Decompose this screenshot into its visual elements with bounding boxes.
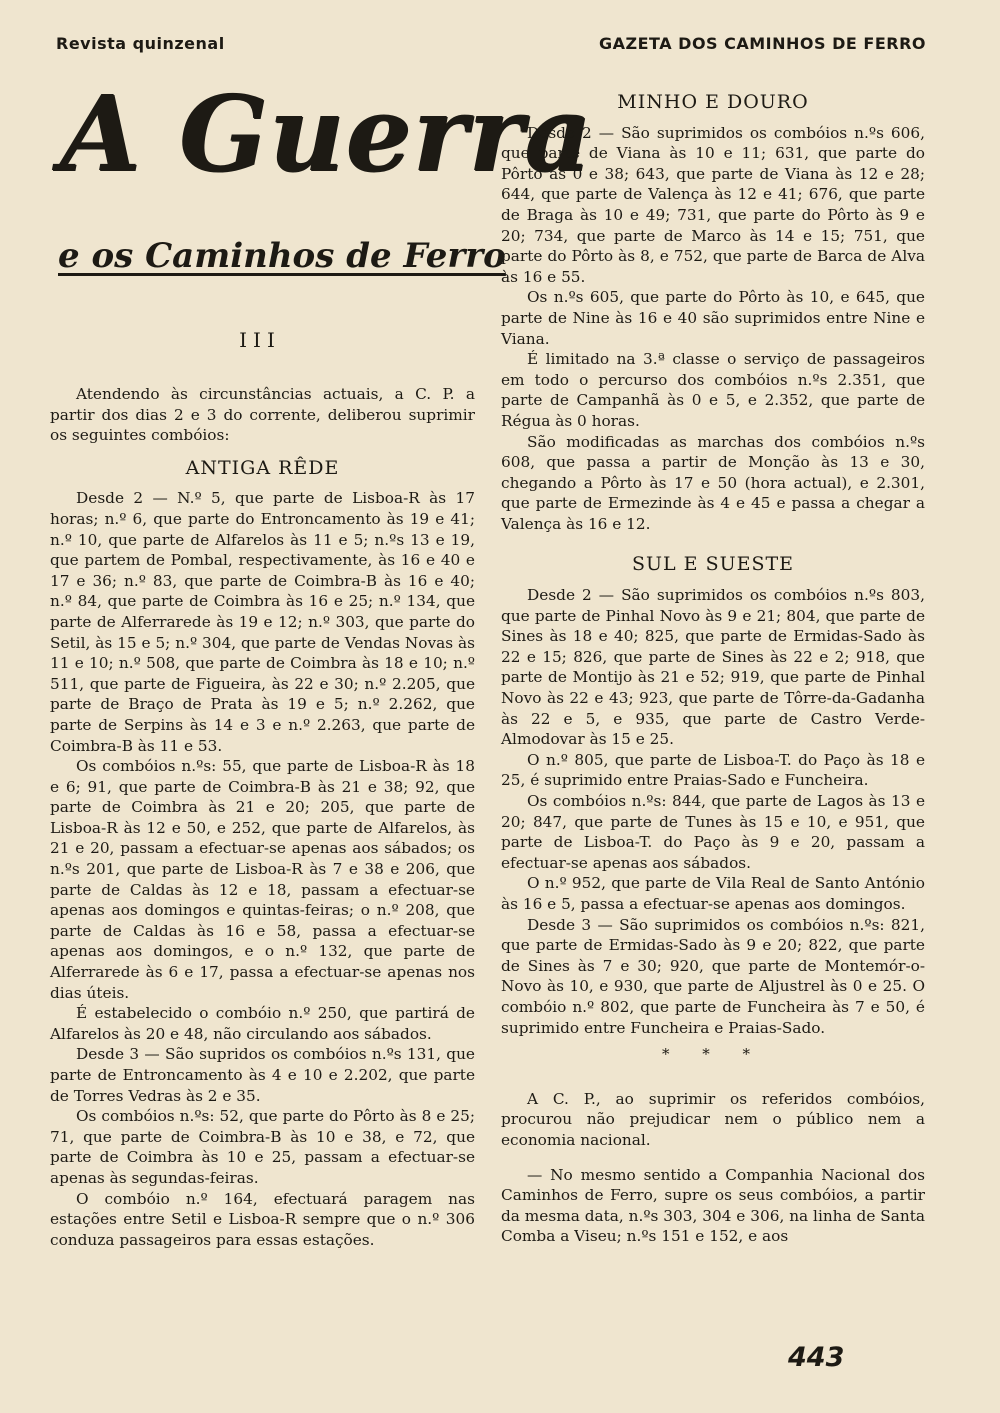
- body-paragraph: Desde 2 — São suprimidos os combóios n.ºs 803, que parte de Pinhal Novo às 9 e 21; 804, que parte de Sines às 18 e 40; 825, que parte de Ermidas-Sado às 22 e 15; 826, que parte de Sines às 22 e 2; 918, que parte de Montijo às 21 e 52; 919, que parte de Pinhal Novo às 22 e 43; 923, que parte de Tôrre-da-Gadanha às 22 e 5, e 935, que parte de Castro Verde-Almodovar às 15 e 25.: [501, 586, 925, 749]
- article-subtitle: e os Caminhos de Ferro: [58, 236, 506, 276]
- section-heading-minho-douro: MINHO E DOURO: [617, 91, 809, 113]
- body-paragraph: Os combóios n.ºs: 844, que parte de Lagos às 13 e 20; 847, que parte de Tunes às 15 e 10, e 951, que parte de Lisboa-T. do Paço às 9 e 20, passam a efectuar-se apenas aos sábados.: [501, 792, 925, 872]
- section-heading-sul-sueste: SUL E SUESTE: [631, 553, 795, 576]
- body-paragraph: É limitado na 3.ª classe o serviço de passageiros em todo o percurso dos combóios n.ºs 2.351, que parte de Campanhã às 0 e 5, e 2.352, que parte de Régua às 0 horas.: [501, 350, 925, 430]
- body-paragraph: Desde 2 — São suprimidos os combóios n.ºs 606, que parte de Viana às 10 e 11; 631, que parte do Pôrto às 0 e 38; 643, que parte de Viana às 12 e 28; 644, que parte de Valença às 12 e 41; 676, que parte de Braga às 10 e 49; 731, que parte do Pôrto às 9 e 20; 734, que parte de Marco às 14 e 15; 751, que parte do Pôrto às 8, e 752, que parte de Barca de Alva às 16 e 55.: [501, 123, 925, 286]
- body-paragraph: São modificadas as marchas dos combóios n.ºs 608, que passa a partir de Monção às 13 e 30, chegando a Pôrto às 17 e 50 (hora actual), e 2.301, que parte de Ermezinde às 4 e 45 e passa a chegar a Valença às 16 e 12.: [501, 432, 925, 533]
- closing-paragraph: A C. P., ao suprimir os referidos combóios, procurou não prejudicar nem o público nem a economia nacional.: [501, 1089, 925, 1149]
- body-paragraph: É estabelecido o combóio n.º 250, que partirá de Alfarelos às 20 e 48, não circulando aos sábados.: [50, 1004, 475, 1043]
- right-column: [501, 92, 925, 1247]
- paragraph-gap: [501, 1151, 925, 1165]
- closing-paragraph: — No mesmo sentido a Companhia Nacional dos Caminhos de Ferro, supre os seus combóios, a partir da mesma data, n.ºs 303, 304 e 306, na linha de Santa Comba a Viseu; n.ºs 151 e 152, e aos: [501, 1165, 925, 1246]
- running-header-right: GAZETA DOS CAMINHOS DE FERRO: [598, 34, 926, 53]
- section-separator: * * *: [661, 1045, 765, 1064]
- body-paragraph: O combóio n.º 164, efectuará paragem nas estações entre Setil e Lisboa-R sempre que o n.º 306 conduza passageiros para essas estações.: [50, 1189, 475, 1249]
- intro-paragraph: Atendendo às circunstâncias actuais, a C. P. a partir dos dias 2 e 3 do corrente, deliberou suprimir os seguintes combóios:: [50, 385, 475, 445]
- left-column: [50, 384, 475, 1250]
- body-paragraph: Desde 2 — N.º 5, que parte de Lisboa-R às 17 horas; n.º 6, que parte do Entroncamento às 19 e 41; n.º 10, que parte de Alfarelos às 11 e 5; n.ºs 13 e 19, que partem de Pombal, respectivamente, às 16 e 40 e 17 e 36; n.º 83, que parte de Coimbra-B às 16 e 40; n.º 84, que parte de Coimbra às 16 e 25; n.º 134, que parte de Alferrarede às 19 e 12; n.º 303, que parte do Setil, às 15 e 5; n.º 304, que parte de Vendas Novas às 11 e 10; n.º 508, que parte de Coimbra às 18 e 10; n.º 511, que parte de Figueira, às 22 e 30; n.º 2.205, que parte de Braço de Prata às 19 e 5; n.º 2.262, que parte de Serpins às 14 e 3 e n.º 2.263, que parte de Coimbra-B às 11 e 53.: [50, 489, 475, 755]
- body-paragraph: Desde 3 — São suprimidos os combóios n.ºs: 821, que parte de Ermidas-Sado às 9 e 20; 822, que parte de Sines às 7 e 30; 920, que parte de Montemór-o-Novo às 10, e 930, que parte de Aljustrel às 0 e 25. O combóio n.º 802, que parte de Funcheira às 7 e 50, é suprimido entre Funcheira e Praias-Sado.: [501, 915, 925, 1037]
- body-paragraph: O n.º 805, que parte de Lisboa-T. do Paço às 18 e 25, é suprimido entre Praias-Sado e Funcheira.: [501, 750, 925, 790]
- running-header-left: Revista quinzenal: [56, 34, 225, 53]
- body-paragraph: O n.º 952, que parte de Vila Real de Santo António às 16 e 5, passa a efectuar-se apenas aos domingos.: [501, 874, 925, 913]
- page-number: 443: [788, 1342, 845, 1373]
- section-heading-antiga-rede: ANTIGA RÊDE: [185, 456, 340, 479]
- body-paragraph: Desde 3 — São supridos os combóios n.ºs 131, que parte de Entroncamento às 4 e 10 e 2.202, que parte de Torres Vedras às 2 e 35.: [50, 1045, 475, 1105]
- part-number: III: [239, 328, 281, 352]
- body-paragraph: Os n.ºs 605, que parte do Pôrto às 10, e 645, que parte de Nine às 16 e 40 são suprimidos entre Nine e Viana.: [501, 288, 925, 348]
- body-paragraph: Os combóios n.ºs: 52, que parte do Pôrto às 8 e 25; 71, que parte de Coimbra-B às 10 e 38, e 72, que parte de Coimbra às 10 e 25, passam a efectuar-se apenas às segundas-feiras.: [50, 1107, 475, 1187]
- body-paragraph: Os combóios n.ºs: 55, que parte de Lisboa-R às 18 e 6; 91, que parte de Coimbra-B às 21 e 38; 92, que parte de Coimbra às 21 e 20; 205, que parte de Lisboa-R às 12 e 50, e 252, que parte de Alfarelos, às 21 e 20, passam a efectuar-se apenas aos sábados; os n.ºs 201, que parte de Lisboa-R às 7 e 38 e 206, que parte de Caldas às 12 e 18, passam a efectuar-se apenas aos domingos e quintas-feiras; o n.º 208, que parte de Caldas às 16 e 58, passa a efectuar-se apenas aos domingos, e o n.º 132, que parte de Alferrarede às 6 e 17, passa a efectuar-se apenas nos dias úteis.: [50, 757, 475, 1002]
- article-title: A Guerra: [60, 72, 593, 195]
